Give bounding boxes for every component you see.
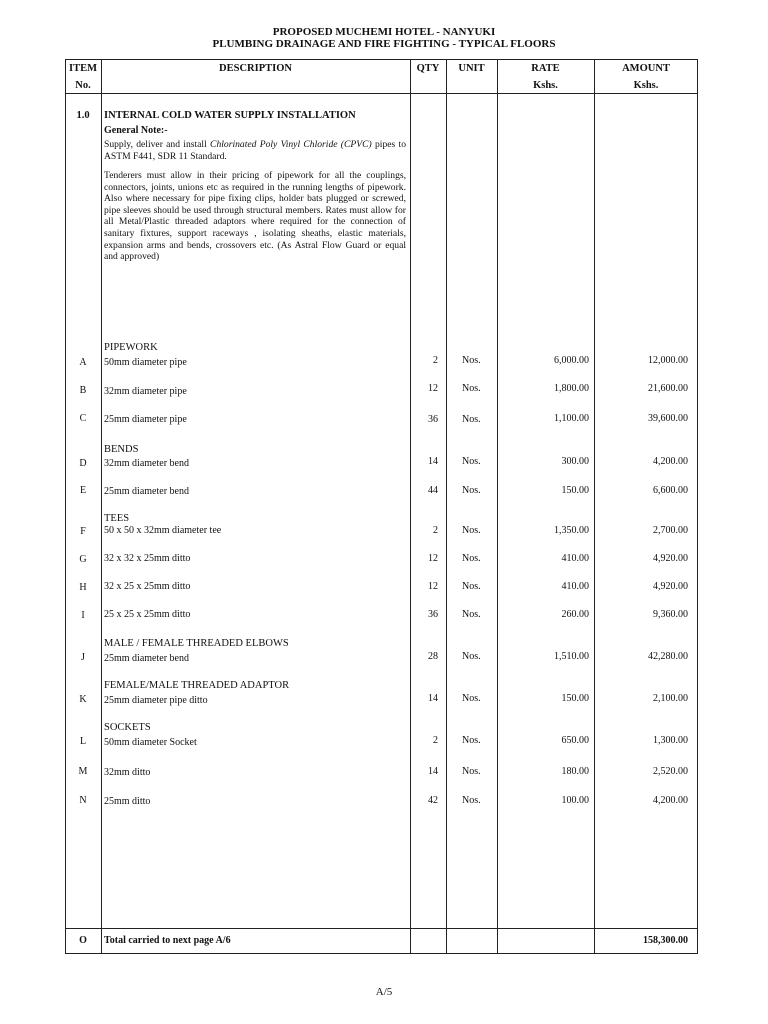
header-rate: RATE [531, 63, 560, 74]
item-amount: 12,000.00 [648, 355, 688, 366]
item-description: 25 x 25 x 25mm ditto [104, 609, 191, 620]
item-unit: Nos. [462, 581, 481, 592]
item-unit: Nos. [462, 485, 481, 496]
item-description: 50mm diameter Socket [104, 737, 197, 748]
item-amount: 6,600.00 [653, 485, 688, 496]
item-letter: B [79, 385, 87, 396]
item-qty: 2 [433, 525, 438, 536]
column-divider [497, 59, 498, 954]
item-unit: Nos. [462, 766, 481, 777]
item-rate: 1,100.00 [554, 413, 589, 424]
item-unit: Nos. [462, 609, 481, 620]
header-amount: AMOUNT [622, 63, 670, 74]
item-qty: 14 [428, 693, 438, 704]
item-letter: J [81, 652, 85, 663]
item-qty: 12 [428, 553, 438, 564]
item-rate: 180.00 [561, 766, 589, 777]
item-description: 25mm diameter pipe ditto [104, 695, 208, 706]
item-rate: 100.00 [561, 795, 589, 806]
total-label: Total carried to next page A/6 [104, 935, 231, 946]
item-letter: G [79, 554, 87, 565]
item-description: 50mm diameter pipe [104, 357, 187, 368]
item-amount: 2,100.00 [653, 693, 688, 704]
item-unit: Nos. [462, 383, 481, 394]
item-letter: K [79, 694, 87, 705]
item-letter: M [78, 766, 88, 777]
item-unit: Nos. [462, 456, 481, 467]
subheading-elbows: MALE / FEMALE THREADED ELBOWS [104, 638, 289, 649]
item-amount: 4,200.00 [653, 795, 688, 806]
subheading-tees: TEES [104, 513, 130, 524]
item-unit: Nos. [462, 414, 481, 425]
item-amount: 42,280.00 [648, 651, 688, 662]
header-item: ITEM [68, 63, 97, 74]
item-unit: Nos. [462, 693, 481, 704]
item-rate: 410.00 [561, 581, 589, 592]
header-divider [65, 93, 698, 94]
item-amount: 1,300.00 [653, 735, 688, 746]
item-qty: 12 [428, 383, 438, 394]
item-rate: 1,800.00 [554, 383, 589, 394]
header-item-no: No. [75, 80, 91, 91]
general-note-paragraph-1: Supply, deliver and install Chlorinated Poly Vinyl Chloride (CPVC) pipes to ASTM F441, SDR 11 Standard. [104, 139, 406, 162]
section-title: INTERNAL COLD WATER SUPPLY INSTALLATION [104, 110, 356, 121]
column-divider [594, 59, 595, 954]
subheading-pipework: PIPEWORK [104, 342, 158, 353]
item-rate: 150.00 [561, 485, 589, 496]
header-description: DESCRIPTION [219, 63, 292, 74]
header-rate-currency: Kshs. [533, 80, 558, 91]
item-amount: 4,920.00 [653, 581, 688, 592]
general-note-heading: General Note:- [104, 125, 168, 136]
item-rate: 6,000.00 [554, 355, 589, 366]
item-letter: A [79, 357, 87, 368]
column-divider [101, 59, 102, 954]
item-description: 32mm diameter pipe [104, 386, 187, 397]
item-amount: 21,600.00 [648, 383, 688, 394]
item-amount: 2,520.00 [653, 766, 688, 777]
item-rate: 650.00 [561, 735, 589, 746]
item-rate: 260.00 [561, 609, 589, 620]
item-qty: 2 [433, 355, 438, 366]
item-unit: Nos. [462, 525, 481, 536]
section-number: 1.0 [76, 110, 90, 121]
header-unit: UNIT [458, 63, 485, 74]
item-unit: Nos. [462, 553, 481, 564]
item-qty: 2 [433, 735, 438, 746]
item-qty: 14 [428, 766, 438, 777]
subheading-adaptor: FEMALE/MALE THREADED ADAPTOR [104, 680, 290, 691]
item-amount: 2,700.00 [653, 525, 688, 536]
item-description: 32mm ditto [104, 767, 151, 778]
item-qty: 12 [428, 581, 438, 592]
total-item-letter: O [79, 935, 87, 946]
item-letter: C [79, 413, 87, 424]
item-description: 25mm diameter bend [104, 653, 189, 664]
item-amount: 4,200.00 [653, 456, 688, 467]
item-unit: Nos. [462, 735, 481, 746]
header-qty: QTY [416, 63, 440, 74]
header-amount-currency: Kshs. [633, 80, 659, 91]
item-unit: Nos. [462, 795, 481, 806]
item-description: 32 x 32 x 25mm ditto [104, 553, 191, 564]
item-amount: 39,600.00 [648, 413, 688, 424]
item-description: 50 x 50 x 32mm diameter tee [104, 525, 222, 536]
item-rate: 300.00 [561, 456, 589, 467]
item-rate: 410.00 [561, 553, 589, 564]
item-rate: 1,350.00 [554, 525, 589, 536]
item-letter: N [79, 795, 87, 806]
item-amount: 4,920.00 [653, 553, 688, 564]
total-divider [65, 928, 698, 929]
column-divider [446, 59, 447, 954]
document-subtitle: PLUMBING DRAINAGE AND FIRE FIGHTING - TYPICAL FLOORS [212, 38, 556, 50]
item-letter: F [80, 526, 86, 537]
item-rate: 1,510.00 [554, 651, 589, 662]
item-qty: 42 [428, 795, 438, 806]
item-unit: Nos. [462, 651, 481, 662]
item-letter: I [81, 610, 85, 621]
item-description: 32 x 25 x 25mm ditto [104, 581, 191, 592]
column-divider [410, 59, 411, 954]
item-unit: Nos. [462, 355, 481, 366]
item-letter: L [79, 736, 87, 747]
total-amount: 158,300.00 [643, 935, 688, 946]
item-qty: 36 [428, 609, 438, 620]
item-qty: 28 [428, 651, 438, 662]
page-number: A/5 [375, 986, 393, 998]
document-title: PROPOSED MUCHEMI HOTEL - NANYUKI [272, 26, 496, 38]
general-note-paragraph-2: Tenderers must allow in their pricing of pipework for all the couplings, connectors, joints, unions etc as required in the running lengths of pipework. Also where necessary for pipe fixing clips, holder bats plugged or screwed, pipe sleeves should be used through structural members. Rates must allow for all Metal/Plastic threaded adaptors where required for the connection of sanitary fixtures, support raceways , isolating sheaths, elastic materials, expansion arms and bends, crossovers etc. (As Astral Flow Guard or equal and approved) [104, 170, 406, 263]
item-description: 32mm diameter bend [104, 458, 189, 469]
item-rate: 150.00 [561, 693, 589, 704]
subheading-bends: BENDS [104, 444, 139, 455]
item-qty: 14 [428, 456, 438, 467]
item-description: 25mm ditto [104, 796, 151, 807]
item-description: 25mm diameter pipe [104, 414, 187, 425]
item-letter: H [79, 582, 87, 593]
item-letter: D [79, 458, 87, 469]
subheading-sockets: SOCKETS [104, 722, 151, 733]
item-qty: 36 [428, 414, 438, 425]
item-amount: 9,360.00 [653, 609, 688, 620]
item-letter: E [79, 485, 87, 496]
item-qty: 44 [428, 485, 438, 496]
item-description: 25mm diameter bend [104, 486, 189, 497]
